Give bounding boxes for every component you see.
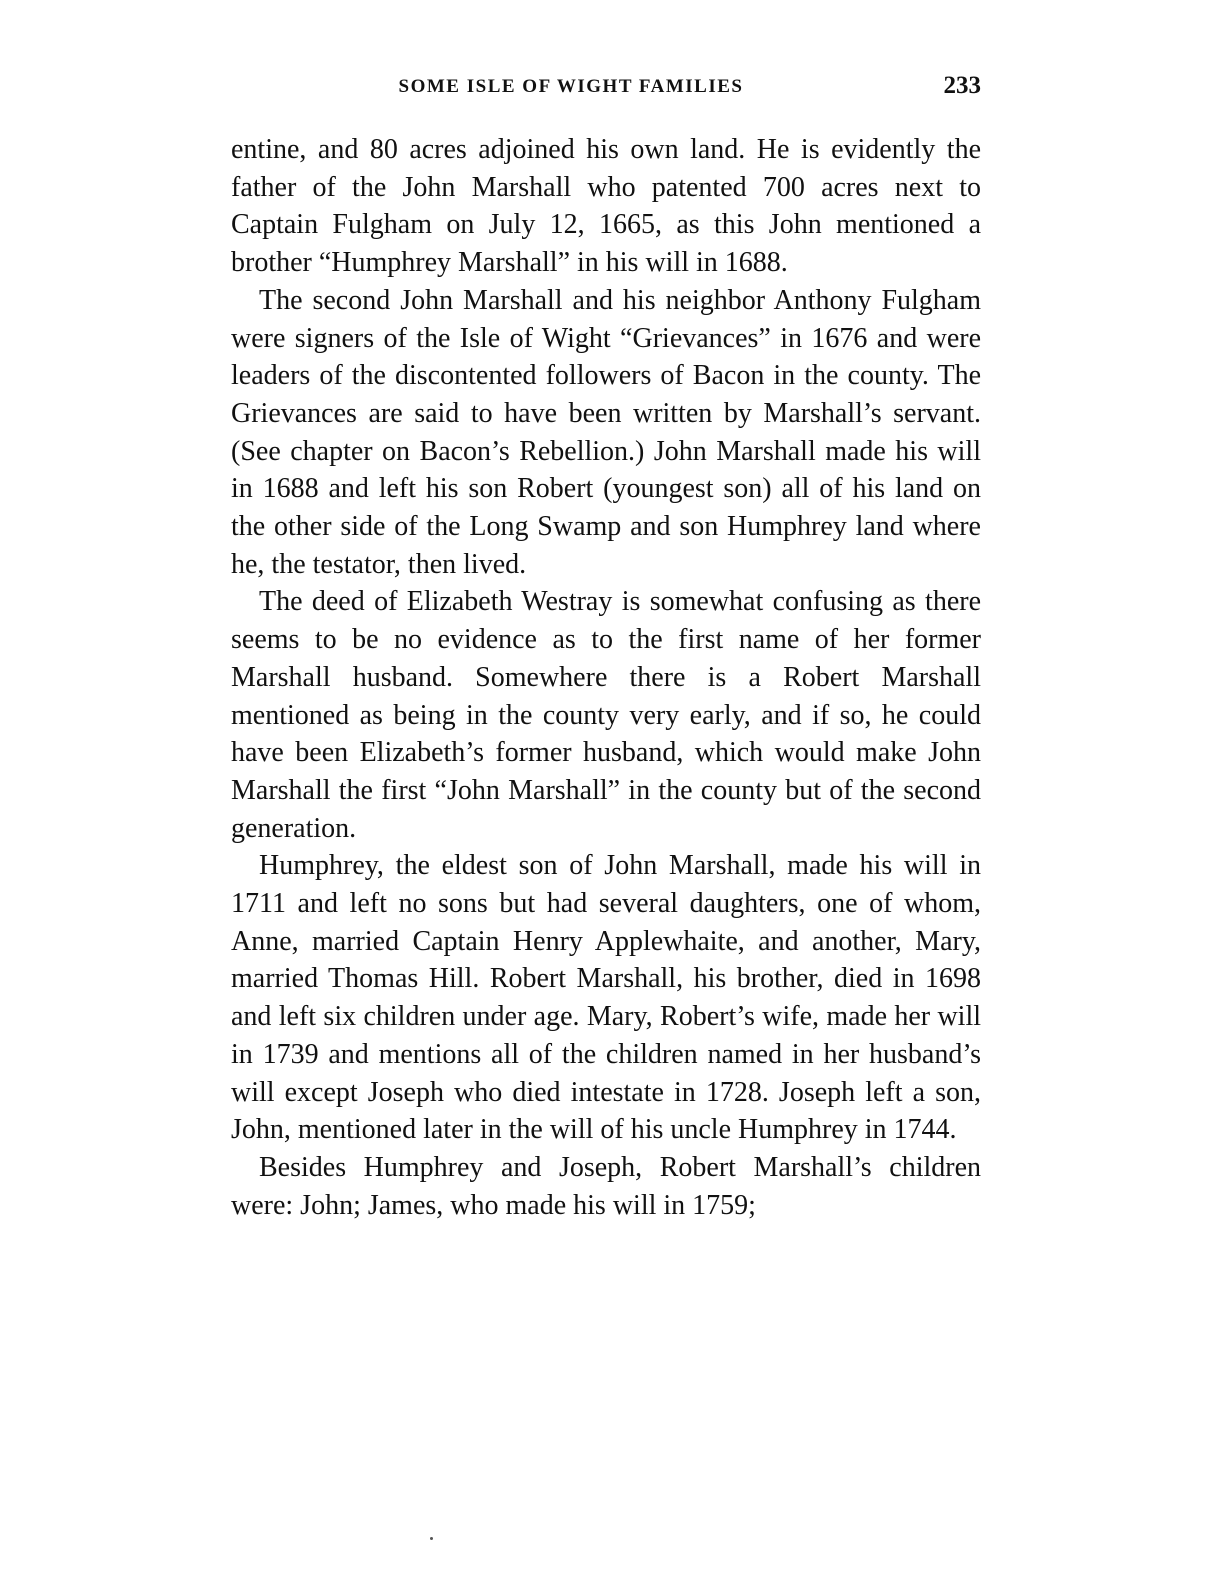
page-number: 233 [943,72,981,99]
running-title: SOME ISLE OF WIGHT FAMILIES [398,76,744,97]
paragraph: The deed of Elizabeth Westray is somewhat confusing as there seems to be no evidence as to the first name of her former Marshall husband. Somewhere there is a Robert Marshall mentioned as being in the county very early, and if so, he could have been Elizabeth’s former husband, which would make John Marshall the first “John Marshall” in the county but of the second generation. [231,586,981,844]
paragraph: Humphrey, the eldest son of John Marshall, made his will in 1711 and left no sons but had several daughters, one of whom, Anne, married Captain Henry Applewhaite, and another, Mary, married Thomas Hill. Robert Marshall, his brother, died in 1698 and left six children under age. Mary, Robert’s wife, made her will in 1739 and mentions all of the children named in her husband’s will except Joseph who died intestate in 1728. Joseph left a son, John, mentioned later in the will of his uncle Humphrey in 1744. [231,850,981,1146]
paragraph: The second John Marshall and his neighbor Anthony Fulgham were signers of the Isle of Wight “Grievances” in 1676 and were leaders of the discontented followers of Bacon in the county. The Grievances are said to have been written by Marshall’s servant. (See chapter on Bacon’s Rebellion.) John Marshall made his will in 1688 and left his son Robert (youngest son) all of his land on the other side of the Long Swamp and son Humphrey land where he, the testator, then lived. [231,284,981,580]
running-head [231,70,981,106]
body-text [231,131,981,1224]
scan-speck [430,1537,433,1540]
paragraph: Besides Humphrey and Joseph, Robert Marshall’s children were: John; James, who made his will in 1759; [231,1151,981,1221]
paragraph: entine, and 80 acres adjoined his own land. He is evidently the father of the John Marshall who patented 700 acres next to Captain Fulgham on July 12, 1665, as this John mentioned a brother “Humphrey Marshall” in his will in 1688. [231,134,981,279]
